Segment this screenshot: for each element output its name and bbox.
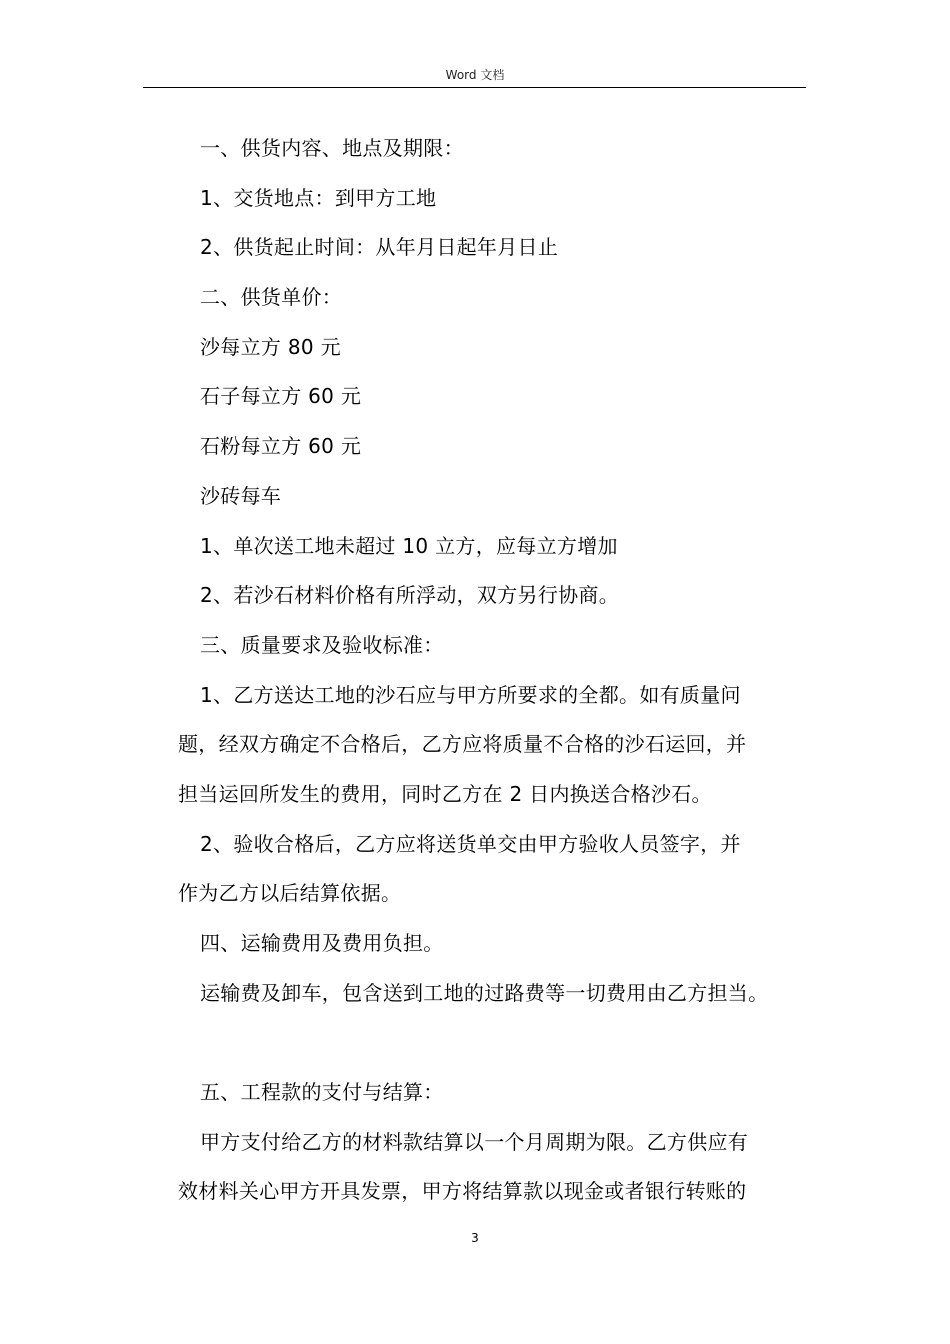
paragraph-acceptance-line-1: 2、验收合格后，乙方应将送货单交由甲方验收人员签字，并	[200, 831, 741, 856]
paragraph-transport-cost: 运输费及卸车，包含送到工地的过路费等一切费用由乙方担当。	[200, 980, 769, 1005]
section-heading-unit-price: 二、供货单价：	[200, 285, 343, 310]
section-heading-payment: 五、工程款的支付与结算：	[200, 1080, 444, 1105]
paragraph-delivery-location: 1、交货地点：到甲方工地	[200, 185, 437, 210]
paragraph-quality-line-3: 担当运回所发生的费用，同时乙方在 2 日内换送合格沙石。	[178, 781, 712, 806]
paragraph-quality-line-2: 题，经双方确定不合格后，乙方应将质量不合格的沙石运回，并	[178, 732, 747, 757]
section-heading-quality: 三、质量要求及验收标准：	[200, 632, 444, 657]
paragraph-payment-line-1: 甲方支付给乙方的材料款结算以一个月周期为限。乙方供应有	[200, 1129, 749, 1154]
paragraph-quality-line-1: 1、乙方送达工地的沙石应与甲方所要求的全都。如有质量问	[200, 682, 741, 707]
page-header-label: Word 文档	[445, 68, 505, 82]
page-number: 3	[471, 1231, 479, 1245]
paragraph-sand-brick-price: 沙砖每车	[200, 483, 282, 508]
paragraph-sand-price: 沙每立方 80 元	[200, 334, 341, 359]
section-heading-supply: 一、供货内容、地点及期限：	[200, 136, 464, 160]
paragraph-price-fluctuation: 2、若沙石材料价格有所浮动，双方另行协商。	[200, 583, 620, 608]
paragraph-stone-powder-price: 石粉每立方 60 元	[200, 434, 362, 459]
paragraph-payment-line-2: 效材料关心甲方开具发票，甲方将结算款以现金或者银行转账的	[178, 1179, 747, 1204]
document-body	[178, 124, 818, 1217]
section-heading-transport: 四、运输费用及费用负担。	[200, 931, 444, 955]
paragraph-supply-period: 2、供货起止时间：从年月日起年月日止	[200, 235, 559, 260]
header-divider	[143, 87, 806, 88]
paragraph-small-delivery: 1、单次送工地未超过 10 立方，应每立方增加	[200, 533, 618, 558]
paragraph-gravel-price: 石子每立方 60 元	[200, 384, 362, 409]
paragraph-acceptance-line-2: 作为乙方以后结算依据。	[178, 881, 402, 906]
blank-line	[178, 1018, 818, 1068]
